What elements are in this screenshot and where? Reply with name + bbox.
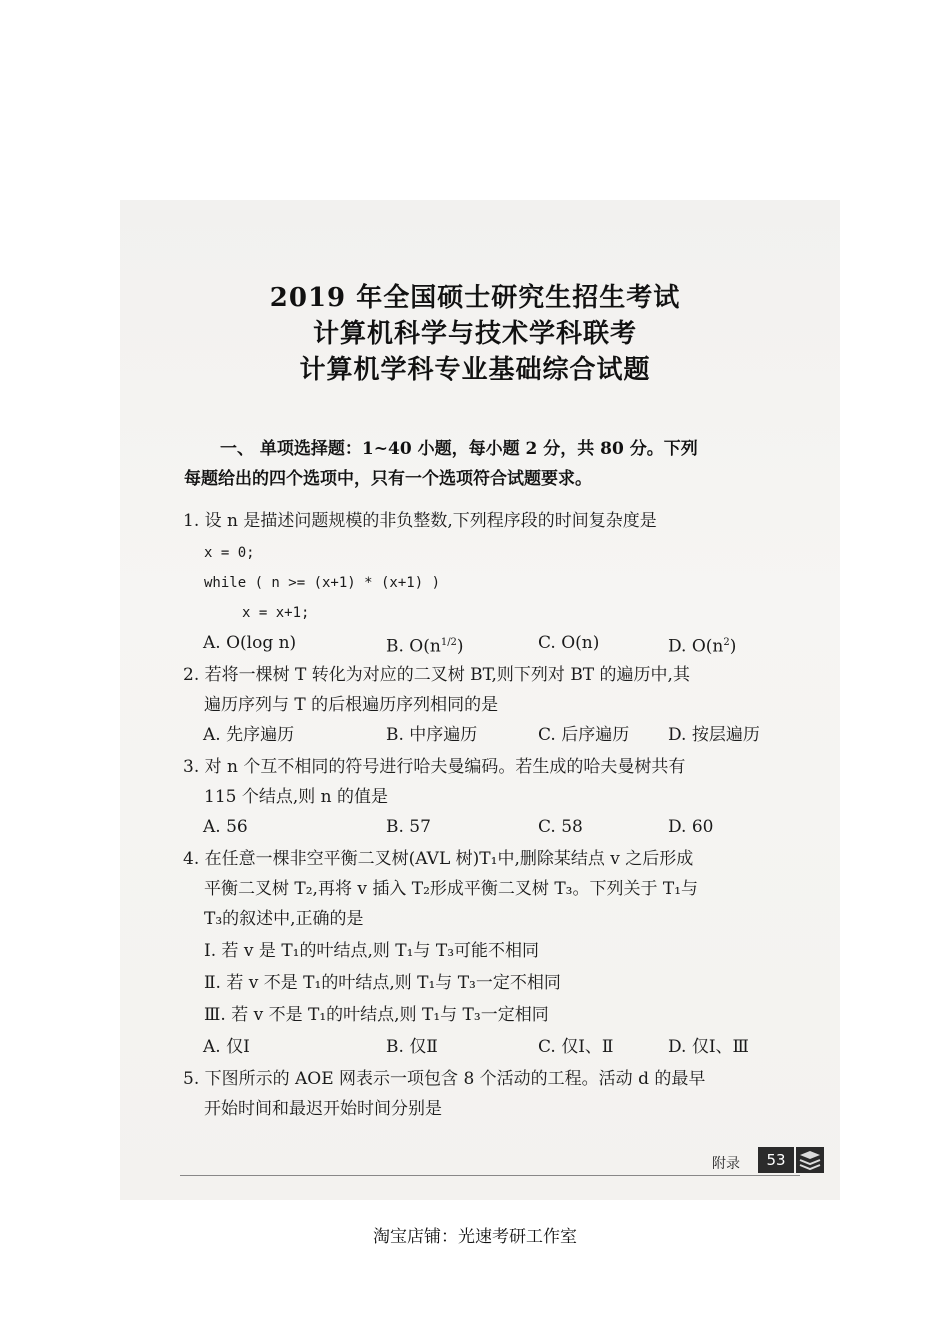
q4-statement-1: Ⅰ. 若 v 是 T₁的叶结点,则 T₁与 T₃可能不相同	[204, 941, 540, 961]
footer-rule	[180, 1175, 800, 1176]
q3-option-d: D. 60	[668, 817, 714, 837]
q2-line-2: 遍历序列与 T 的后根遍历序列相同的是	[204, 695, 499, 715]
shop-watermark: 淘宝店铺：光速考研工作室	[373, 1227, 577, 1247]
book-stack-icon	[796, 1147, 824, 1173]
appendix-label: 附录	[712, 1156, 740, 1172]
q5-line-2: 开始时间和最迟开始时间分别是	[204, 1099, 442, 1119]
q1-option-b-exponent: 1/2	[440, 637, 457, 648]
q2-option-b: B. 中序遍历	[386, 725, 478, 745]
q5-line-1: 5. 下图所示的 AOE 网表示一项包含 8 个活动的工程。活动 d 的最早	[183, 1069, 706, 1089]
q2-option-c: C. 后序遍历	[538, 725, 630, 745]
q2-option-a: A. 先序遍历	[203, 725, 295, 745]
q4-line-3: T₃的叙述中,正确的是	[204, 909, 364, 929]
q4-option-a: A. 仅Ⅰ	[203, 1037, 250, 1057]
q1-option-d-exponent: 2	[723, 637, 730, 648]
title-line-3: 计算机学科专业基础综合试题	[299, 355, 651, 385]
q3-option-b: B. 57	[386, 817, 431, 837]
q3-option-c: C. 58	[538, 817, 583, 837]
q1-option-c: C. O(n)	[538, 633, 600, 653]
q1-stem: 1. 设 n 是描述问题规模的非负整数,下列程序段的时间复杂度是	[183, 511, 657, 531]
instructions-line-1: 一、 单项选择题：1~40 小题，每小题 2 分，共 80 分。下列	[220, 439, 698, 459]
q3-line-2: 115 个结点,则 n 的值是	[204, 787, 389, 807]
q3-option-a: A. 56	[203, 817, 248, 837]
q4-line-2: 平衡二叉树 T₂,再将 v 插入 T₂形成平衡二叉树 T₃。下列关于 T₁与	[204, 879, 699, 899]
q4-statement-3: Ⅲ. 若 v 不是 T₁的叶结点,则 T₁与 T₃一定相同	[204, 1005, 549, 1025]
title-line-2: 计算机科学与技术学科联考	[312, 319, 637, 349]
exam-title	[0, 280, 950, 388]
q4-statement-2: Ⅱ. 若 v 不是 T₁的叶结点,则 T₁与 T₃一定不相同	[204, 973, 561, 993]
page-number: 53	[758, 1147, 794, 1173]
section-instructions	[184, 434, 784, 494]
title-line-1: 2019 年全国硕士研究生招生考试	[269, 283, 681, 313]
instructions-line-2: 每题给出的四个选项中，只有一个选项符合试题要求。	[184, 469, 592, 489]
q1-option-d: D. $O(n^2)$	[668, 636, 737, 657]
q4-option-d: D. 仅Ⅰ、Ⅲ	[668, 1037, 749, 1057]
q1-code-line-2: while ( n >= (x+1) * (x+1) )	[204, 575, 441, 591]
q3-line-1: 3. 对 n 个互不相同的符号进行哈夫曼编码。若生成的哈夫曼树共有	[183, 757, 686, 777]
q4-line-1: 4. 在任意一棵非空平衡二叉树(AVL 树)T₁中,删除某结点 v 之后形成	[183, 849, 694, 869]
q2-option-d: D. 按层遍历	[668, 725, 760, 745]
q1-code-line-3: x = x+1;	[242, 605, 310, 621]
q1-code-line-1: x = 0;	[204, 545, 255, 561]
q2-line-1: 2. 若将一棵树 T 转化为对应的二叉树 BT,则下列对 BT 的遍历中,其	[183, 665, 690, 685]
q4-option-c: C. 仅Ⅰ、Ⅱ	[538, 1037, 614, 1057]
q1-option-a: A. O(log n)	[203, 633, 297, 653]
q1-option-b: B. $O(n^{1/2})$	[386, 636, 464, 657]
q4-option-b: B. 仅Ⅱ	[386, 1037, 438, 1057]
